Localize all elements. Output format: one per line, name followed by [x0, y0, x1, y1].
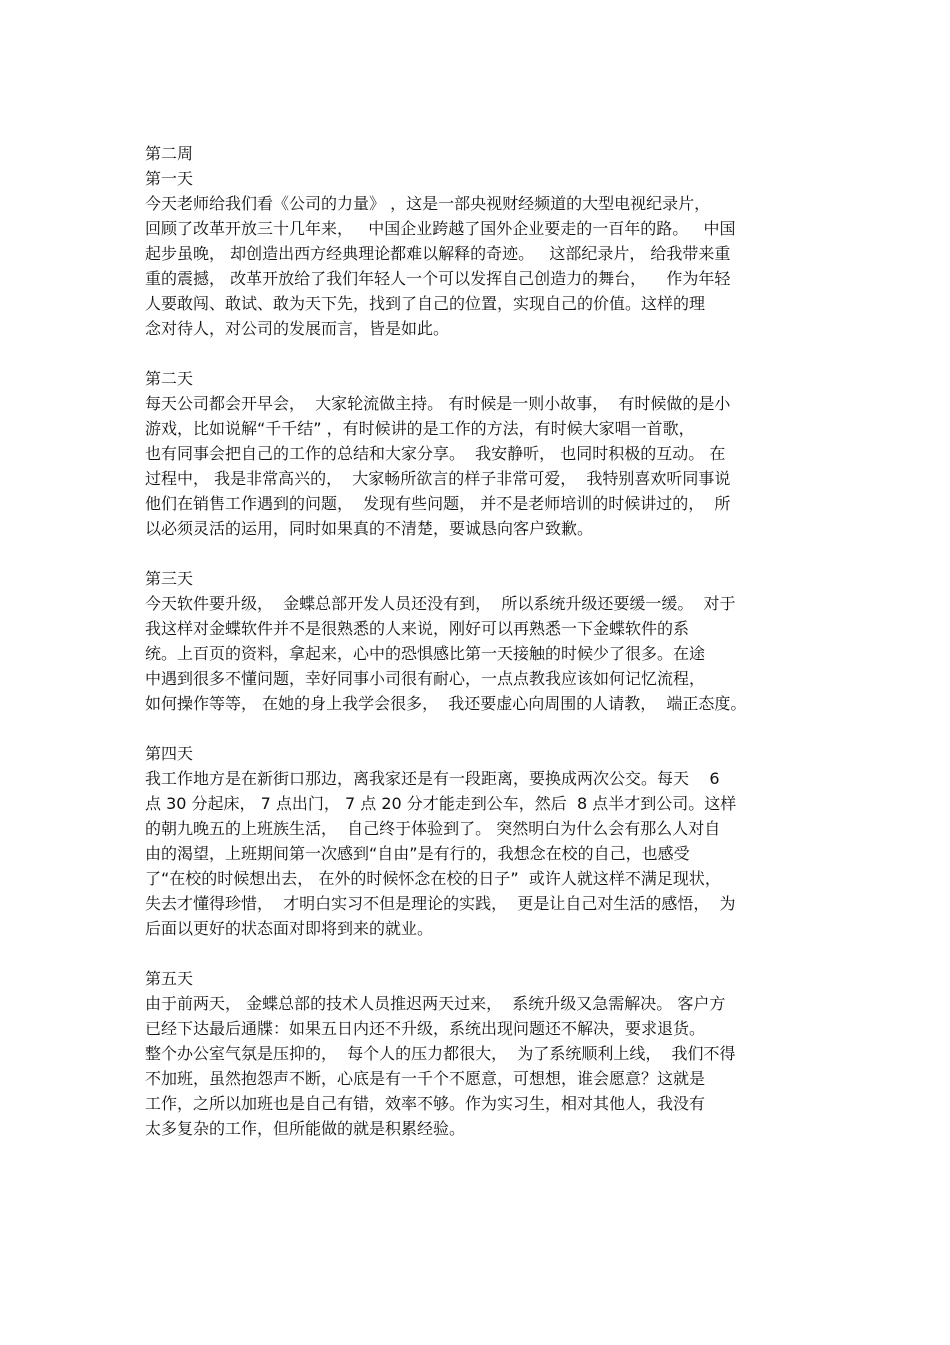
paragraph-line: 的朝九晚五的上班族生活， 自己终于体验到了。 突然明白为什么会有那么人对自: [145, 819, 721, 838]
paragraph-line: 我工作地方是在新街口那边，离我家还是有一段距离，要换成两次公交。每天 6: [145, 769, 720, 788]
paragraph-line: 人要敢闯、敢试、敢为天下先，找到了自己的位置，实现自己的价值。这样的理: [145, 294, 706, 313]
section-heading: 第五天: [145, 969, 194, 988]
paragraph-line: 不加班，虽然抱怨声不断，心底是有一千个不愿意，可想想，谁会愿意？这就是: [145, 1069, 706, 1088]
paragraph-line: 太多复杂的工作，但所能做的就是积累经验。: [145, 1119, 466, 1138]
paragraph-line: 每天公司都会开早会， 大家轮流做主持。 有时候是一则小故事， 有时候做的是小: [145, 394, 731, 413]
paragraph-line: 我这样对金蝶软件并不是很熟悉的人来说，刚好可以再熟悉一下金蝶软件的系: [145, 619, 690, 638]
section-day-4: [145, 741, 810, 941]
paragraph-line: 今天软件要升级， 金蝶总部开发人员还没有到， 所以系统升级还要缓一缓。 对于: [145, 594, 736, 613]
section-heading: 第二天: [145, 369, 194, 388]
paragraph-line: 工作，之所以加班也是自己有错，效率不够。作为实习生，相对其他人，我没有: [145, 1094, 706, 1113]
paragraph-line: 由的渴望，上班期间第一次感到“自由”是有行的，我想念在校的自己，也感受: [145, 844, 690, 863]
section-day-2: [145, 366, 810, 541]
paragraph-line: 整个办公室气氛是压抑的， 每个人的压力都很大， 为了系统顺利上线， 我们不得: [145, 1044, 736, 1063]
paragraph-line: 也有同事会把自己的工作的总结和大家分享。 我安静听， 也同时积极的互动。 在: [145, 444, 726, 463]
paragraph-line: 过程中， 我是非常高兴的， 大家畅所欲言的样子非常可爱， 我特别喜欢听同事说: [145, 469, 731, 488]
section-day-1: [145, 166, 810, 341]
paragraph-line: 了“在校的时候想出去， 在外的时候怀念在校的日子” 或许人就这样不满足现状，: [145, 869, 721, 888]
section-heading: 第四天: [145, 744, 194, 763]
document-body: [145, 141, 810, 1141]
paragraph-line: 今天老师给我们看《公司的力量》 ，这是一部央视财经频道的大型电视纪录片，: [145, 194, 711, 213]
section-heading: 第一天: [145, 169, 194, 188]
paragraph-line: 以必须灵活的运用，同时如果真的不清楚，要诚恳向客户致歉。: [145, 519, 594, 538]
paragraph-line: 游戏，比如说解“千千结” ，有时候讲的是工作的方法，有时候大家唱一首歌，: [145, 419, 695, 438]
paragraph-line: 后面以更好的状态面对即将到来的就业。: [145, 919, 434, 938]
paragraph-line: 点 30 分起床， 7 点出门， 7 点 20 分才能走到公车，然后 8 点半才到公司。这样: [145, 794, 737, 813]
paragraph-line: 由于前两天， 金蝶总部的技术人员推迟两天过来， 系统升级又急需解决。 客户方: [145, 994, 726, 1013]
section-heading: 第三天: [145, 569, 194, 588]
paragraph-line: 回顾了改革开放三十几年来， 中国企业跨越了国外企业要走的一百年的路。 中国: [145, 219, 736, 238]
paragraph-line: 已经下达最后通牒：如果五日内还不升级，系统出现问题还不解决，要求退货。: [145, 1019, 706, 1038]
paragraph-line: 如何操作等等， 在她的身上我学会很多， 我还要虚心向周围的人请教， 端正态度。: [145, 694, 747, 713]
paragraph-line: 失去才懂得珍惜， 才明白实习不但是理论的实践， 更是让自己对生活的感悟， 为: [145, 894, 736, 913]
paragraph-line: 他们在销售工作遇到的问题， 发现有些问题， 并不是老师培训的时候讲过的， 所: [145, 494, 731, 513]
paragraph-line: 中遇到很多不懂问题，幸好同事小司很有耐心，一点点教我应该如何记忆流程，: [145, 669, 706, 688]
paragraph-line: 统。上百页的资料，拿起来，心中的恐惧感比第一天接触的时候少了很多。在途: [145, 644, 706, 663]
paragraph-line: 重的震撼， 改革开放给了我们年轻人一个可以发挥自己创造力的舞台， 作为年轻: [145, 269, 731, 288]
section-day-3: [145, 566, 810, 716]
document-title: 第二周: [145, 144, 194, 163]
section-day-5: [145, 966, 810, 1141]
paragraph-line: 起步虽晚， 却创造出西方经典理论都难以解释的奇迹。 这部纪录片， 给我带来重: [145, 244, 731, 263]
paragraph-line: 念对待人，对公司的发展而言，皆是如此。: [145, 319, 450, 338]
